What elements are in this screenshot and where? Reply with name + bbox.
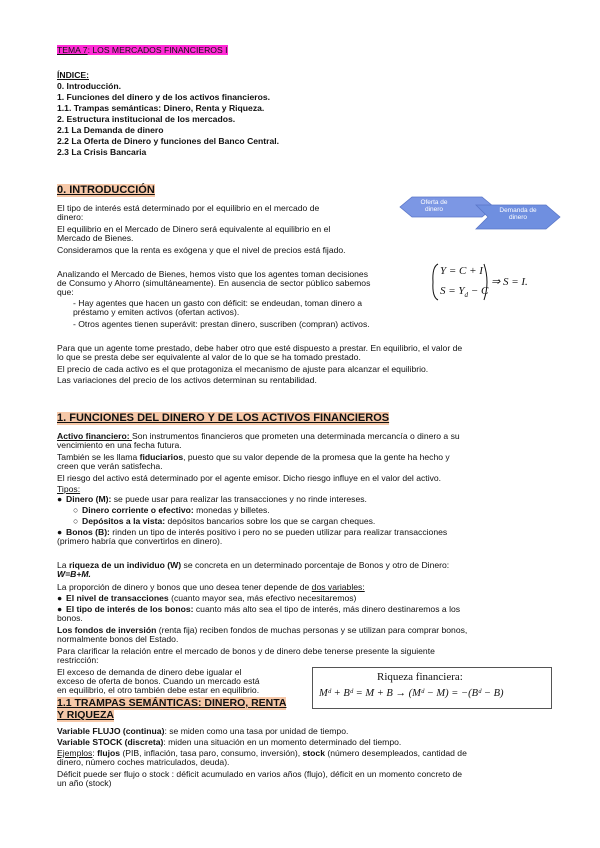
list-item-cont: bonos.	[57, 613, 83, 623]
intro-bullet: préstamo y emiten activos (ofertan activos).	[73, 307, 240, 317]
intro-text: que:	[57, 287, 74, 297]
body-text: Variable FLUJO (continua): se miden como una tasa por unidad de tiempo.	[57, 726, 349, 736]
list-subitem: ○ Dinero corriente o efectivo: monedas y billetes.	[73, 505, 270, 515]
list-item: ● El tipo de interés de los bonos: cuanto más alto sea el tipo de interés, más dinero destinaremos a los	[57, 604, 461, 614]
body-text: La riqueza de un individuo (W) se concreta en un determinado porcentaje de Bonos y otro de Dinero:	[57, 560, 450, 570]
equation-line: $S = Y_d - C$	[440, 285, 489, 300]
list-item: ● Dinero (M): se puede usar para realizar las transacciones y no rinde intereses.	[57, 494, 367, 504]
section-heading-traps-cont: Y RIQUEZA	[57, 709, 114, 721]
intro-text: El precio de cada activo es el que protagoniza el mecanismo de ajuste para alcanzar el equilibrio.	[57, 364, 429, 374]
body-text: Variable STOCK (discreta): miden una situación en un momento determinado del tiempo.	[57, 737, 402, 747]
left-brace	[430, 263, 440, 301]
section-heading-intro: 0. INTRODUCCIÓN	[57, 184, 155, 196]
intro-text: Para que un agente tome prestado, debe haber otro que esté dispuesto a prestar. En equilibrio, el valor de	[57, 343, 463, 353]
section-heading-traps: 1.1 TRAMPAS SEMÁNTICAS: DINERO, RENTA	[57, 697, 287, 709]
section-heading-functions: 1. FUNCIONES DEL DINERO Y DE LOS ACTIVOS FINANCIEROS	[57, 412, 390, 424]
list-item-cont: (primero habría que convertirlos en dinero).	[57, 536, 223, 546]
intro-text: Mercado de Bienes.	[57, 233, 134, 243]
intro-text: Las variaciones del precio de los activos determinan su rentabilidad.	[57, 375, 317, 385]
title-rest: : LOS MERCADOS FINANCIEROS I	[87, 45, 228, 55]
wealth-equation: W=B+M.	[57, 569, 91, 579]
index-item: 0. Introducción.	[57, 81, 121, 91]
body-text: Activo financiero: Son instrumentos financieros que prometen una determinada mercancía o dinero a su	[57, 431, 460, 441]
intro-text: El tipo de interés está determinado por el equilibrio en el mercado de	[57, 203, 320, 213]
intro-text: dinero:	[57, 212, 84, 222]
body-text: También se les llama fiduciarios, puesto que su valor depende de la promesa que la gente ha hecho y	[57, 452, 450, 462]
body-text: El riesgo del activo está determinado por el agente emisor. Dicho riesgo influye en el valor del activo.	[57, 473, 442, 483]
body-text: El exceso de demanda de dinero debe igualar el	[57, 667, 242, 677]
intro-text: Consideramos que la renta es exógena y que el nivel de precios está fijado.	[57, 245, 346, 255]
money-demand-label: Demanda de dinero	[499, 207, 537, 221]
intro-text: lo que se presta debe ser equivalente al valor de lo que se ha tomado prestado.	[57, 352, 361, 362]
financial-wealth-box	[312, 667, 552, 709]
body-text: Los fondos de inversión (renta fija) reciben fondos de muchas personas y se utilizan para comprar bonos,	[57, 625, 468, 635]
index-item: 2.1 La Demanda de dinero	[57, 125, 164, 135]
intro-bullet: - Otros agentes tienen superávit: prestan dinero, suscriben (compran) activos.	[73, 319, 370, 329]
equation-line: Y = C + I	[440, 265, 483, 277]
body-text: La proporción de dinero y bonos que uno desea tener depende de dos variables:	[57, 582, 365, 592]
body-text: en equilibrio, el otro también debe estar en equilibrio.	[57, 685, 260, 695]
body-text: exceso de oferta de bonos. Cuando un mercado está	[57, 676, 260, 686]
list-subitem: ○ Depósitos a la vista: depósitos bancarios sobre los que se cargan cheques.	[73, 516, 376, 526]
equation-conclusion: ⇒ S = I.	[491, 276, 528, 288]
body-text: Para clarificar la relación entre el mercado de bonos y de dinero debe tenerse presente la siguiente	[57, 646, 435, 656]
list-item: ● Bonos (B): rinden un tipo de interés positivo i pero no se pueden utilizar para realizar transacciones	[57, 527, 448, 537]
body-text: dinero, número coches matriculados, deuda).	[57, 757, 230, 767]
title-prefix: TEMA 7	[57, 45, 88, 55]
box-equation: Mᵈ + Bᵈ = M + B → (Mᵈ − M) = −(Bᵈ − B)	[319, 688, 504, 699]
body-text: Déficit puede ser flujo o stock : déficit acumulado en varios años (flujo), déficit en un momento concreto de	[57, 769, 463, 779]
index-item: 1.1. Trampas semánticas: Dinero, Renta y Riqueza.	[57, 103, 265, 113]
index-item: 2. Estructura institucional de los mercados.	[57, 114, 236, 124]
list-item: ● El nivel de transacciones (cuanto mayor sea, más efectivo necesitaremos)	[57, 593, 357, 603]
intro-text: Analizando el Mercado de Bienes, hemos visto que los agentes toman decisiones	[57, 269, 368, 279]
body-text: vencimiento en una fecha futura.	[57, 440, 182, 450]
index-item: 1. Funciones del dinero y de los activos financieros.	[57, 92, 270, 102]
body-text: un año (stock)	[57, 778, 112, 788]
index-heading: ÍNDICE:	[57, 70, 89, 80]
index-item: 2.3 La Crisis Bancaria	[57, 147, 147, 157]
types-heading: Tipos:	[57, 484, 81, 494]
body-text: normalmente bonos del Estado.	[57, 634, 179, 644]
intro-text: de Consumo y Ahorro (simultáneamente). En ausencia de sector público sabemos	[57, 278, 371, 288]
document-title	[57, 45, 228, 55]
intro-text: El equilibrio en el Mercado de Dinero será equivalente al equilibrio en el	[57, 224, 331, 234]
intro-bullet: - Hay agentes que hacen un gasto con déficit: se endeudan, toman dinero a	[73, 298, 363, 308]
body-text: restricción:	[57, 655, 99, 665]
body-text: creen que verán satisfecha.	[57, 461, 163, 471]
body-text: Ejemplos: flujos (PIB, inflación, tasa paro, consumo, inversión), stock (número desempleados, cantidad de	[57, 748, 467, 758]
box-title: Riqueza financiera:	[377, 671, 463, 683]
index-item: 2.2 La Oferta de Dinero y funciones del Banco Central.	[57, 136, 280, 146]
money-supply-label: Oferta de dinero	[420, 199, 448, 213]
